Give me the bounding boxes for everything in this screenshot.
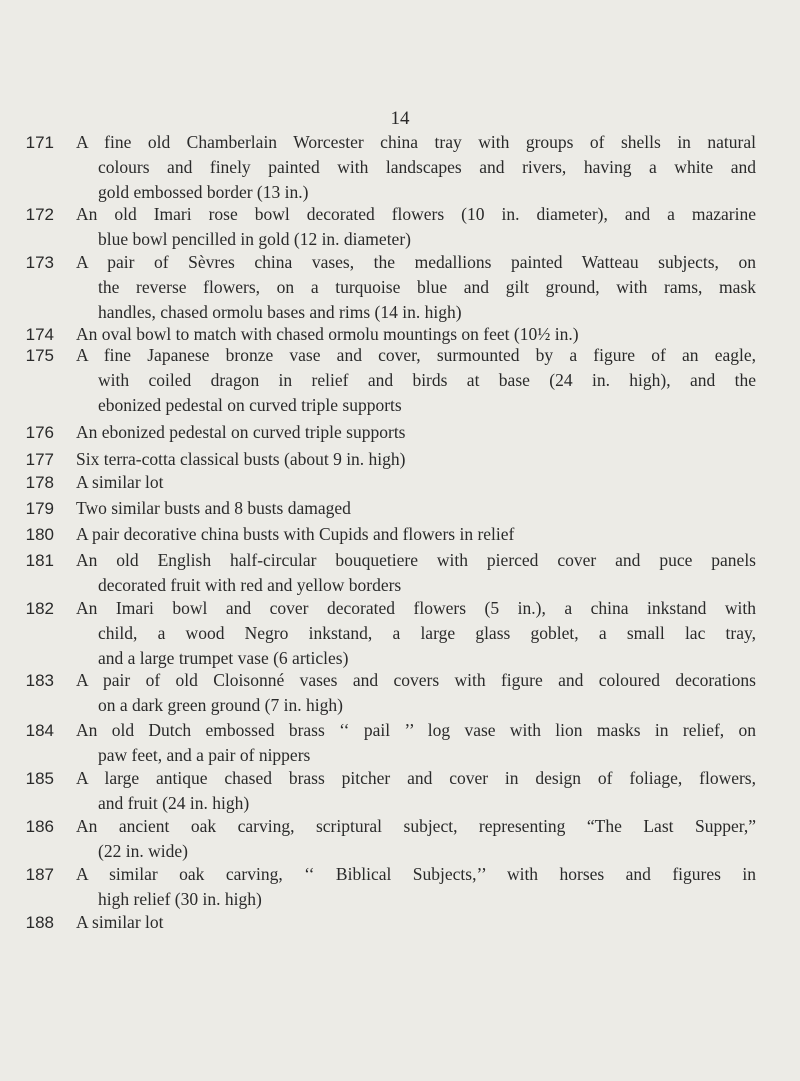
lot-description-line: paw feet, and a pair of nippers xyxy=(98,745,311,765)
lot-description-line: An old Dutch embossed brass ‘‘ pail ’’ log vase with lion masks in relief, on xyxy=(76,720,756,740)
lot-entry xyxy=(0,447,756,472)
lot-description-line: A fine Japanese bronze vase and cover, surmounted by a figure of an eagle, xyxy=(76,345,756,365)
lot-description-line: on a dark green ground (7 in. high) xyxy=(98,695,343,715)
lot-description xyxy=(76,668,756,718)
lot-entry xyxy=(0,522,756,547)
lot-description xyxy=(76,343,756,418)
page-number: 14 xyxy=(390,108,410,129)
lot-entry xyxy=(0,548,756,598)
lot-entry xyxy=(0,766,756,816)
lot-number: 184 xyxy=(25,721,54,740)
lot-description-line: ebonized pedestal on curved triple supports xyxy=(98,395,402,415)
lot-entry xyxy=(0,862,756,912)
lot-number: 172 xyxy=(25,205,54,224)
lot-number: 182 xyxy=(25,599,54,618)
lot-entry xyxy=(0,496,756,521)
lot-entry xyxy=(0,420,756,445)
lot-number: 185 xyxy=(25,769,54,788)
lot-description-line: A similar oak carving, ‘‘ Biblical Subjects,’’ with horses and figures in xyxy=(76,864,756,884)
lot-description-line: colours and finely painted with landscapes and rivers, having a white and xyxy=(98,157,756,177)
lot-number: 183 xyxy=(25,671,54,690)
lot-entry xyxy=(0,250,756,325)
lot-entry xyxy=(0,814,756,864)
lot-description-line: An old English half-circular bouquetiere with pierced cover and puce panels xyxy=(76,550,756,570)
lot-description-line: An oval bowl to match with chased ormolu mountings on feet (10½ in.) xyxy=(76,324,579,344)
lot-number: 188 xyxy=(25,913,54,932)
lot-description-line: child, a wood Negro inkstand, a large glass goblet, a small lac tray, xyxy=(98,623,756,643)
lot-number: 171 xyxy=(25,133,54,152)
lot-description-line: (22 in. wide) xyxy=(98,841,188,861)
lot-entry xyxy=(0,596,756,671)
lot-description xyxy=(76,814,756,864)
lot-description-line: A similar lot xyxy=(76,472,164,492)
lot-entry xyxy=(0,668,756,718)
lot-description-line: A pair decorative china busts with Cupids and flowers in relief xyxy=(76,524,515,544)
lot-description xyxy=(76,718,756,768)
lot-description xyxy=(76,250,756,325)
lot-number: 181 xyxy=(25,551,54,570)
lot-number: 180 xyxy=(25,525,54,544)
lot-description-line: blue bowl pencilled in gold (12 in. diameter) xyxy=(98,229,411,249)
lot-description-line: A fine old Chamberlain Worcester china tray with groups of shells in natural xyxy=(76,132,756,152)
lot-entry xyxy=(0,130,756,205)
lot-description-line: An ebonized pedestal on curved triple supports xyxy=(76,422,406,442)
lot-description xyxy=(76,766,756,816)
lot-description-line: An ancient oak carving, scriptural subject, representing “The Last Supper,” xyxy=(76,816,756,836)
lot-description xyxy=(76,596,756,671)
lot-description-line: the reverse flowers, on a turquoise blue and gilt ground, with rams, mask xyxy=(98,277,756,297)
lot-description-line: A similar lot xyxy=(76,912,164,932)
lot-number: 178 xyxy=(25,473,54,492)
lot-description xyxy=(76,548,756,598)
lot-number: 176 xyxy=(25,423,54,442)
lot-entry xyxy=(0,470,756,495)
lot-description-line: Two similar busts and 8 busts damaged xyxy=(76,498,351,518)
lot-description xyxy=(76,522,756,547)
lot-number: 186 xyxy=(25,817,54,836)
lot-description xyxy=(76,910,756,935)
lot-number: 179 xyxy=(25,499,54,518)
lot-description xyxy=(76,862,756,912)
lot-description-line: An Imari bowl and cover decorated flowers (5 in.), a china inkstand with xyxy=(76,598,756,618)
lot-description xyxy=(76,496,756,521)
lot-description-line: with coiled dragon in relief and birds at base (24 in. high), and the xyxy=(98,370,756,390)
lot-description xyxy=(76,470,756,495)
lot-entry xyxy=(0,202,756,252)
lot-entry xyxy=(0,718,756,768)
lot-description-line: handles, chased ormolu bases and rims (14 in. high) xyxy=(98,302,462,322)
lot-entry xyxy=(0,910,756,935)
lot-description-line: high relief (30 in. high) xyxy=(98,889,262,909)
lot-description-line: An old Imari rose bowl decorated flowers (10 in. diameter), and a mazarine xyxy=(76,204,756,224)
lot-description xyxy=(76,420,756,445)
lot-number: 173 xyxy=(25,253,54,272)
lot-description xyxy=(76,202,756,252)
lot-description-line: A pair of Sèvres china vases, the medallions painted Watteau subjects, on xyxy=(76,252,756,272)
lot-description xyxy=(76,130,756,205)
lot-description-line: A large antique chased brass pitcher and cover in design of foliage, flowers, xyxy=(76,768,756,788)
lot-description-line: A pair of old Cloisonné vases and covers with figure and coloured decorations xyxy=(76,670,756,690)
lot-number: 187 xyxy=(25,865,54,884)
lot-description xyxy=(76,447,756,472)
lot-description-line: decorated fruit with red and yellow borders xyxy=(98,575,402,595)
lot-number: 177 xyxy=(25,450,54,469)
lot-entry xyxy=(0,343,756,418)
lot-description-line: and a large trumpet vase (6 articles) xyxy=(98,648,349,668)
lot-description-line: and fruit (24 in. high) xyxy=(98,793,250,813)
lot-number: 174 xyxy=(25,325,54,344)
lot-description-line: Six terra-cotta classical busts (about 9 in. high) xyxy=(76,449,406,469)
lot-number: 175 xyxy=(25,346,54,365)
lot-description-line: gold embossed border (13 in.) xyxy=(98,182,309,202)
